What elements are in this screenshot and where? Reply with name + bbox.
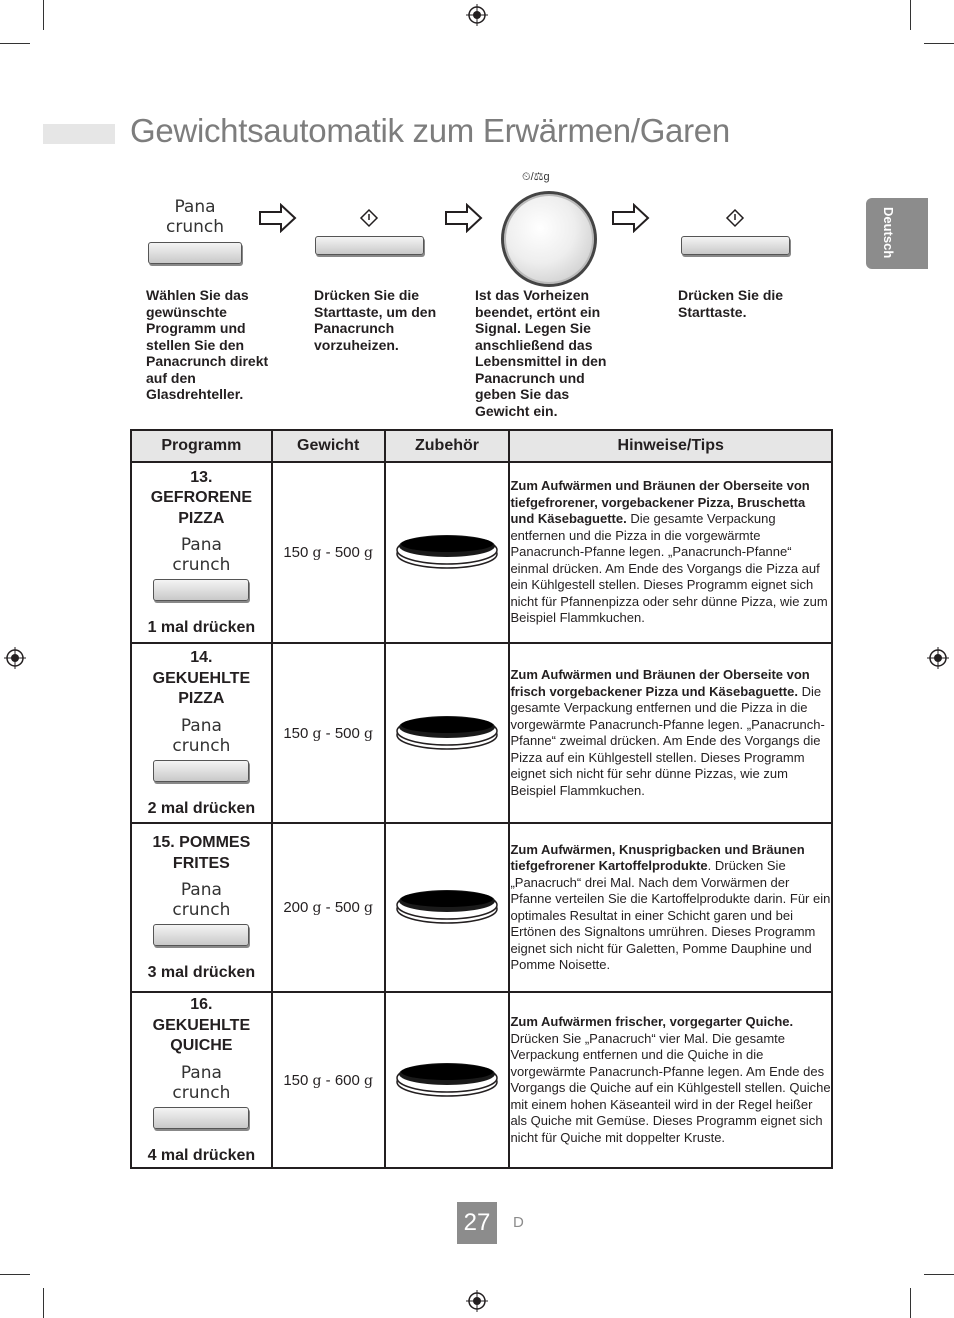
program-table — [130, 429, 833, 1169]
step-3-text: Ist das Vorheizen beendet, ertönt ein Signal. Legen Sie anschließend das Lebensmittel in den Panacrunch und geben Sie das Gewicht ein. — [475, 287, 607, 419]
weight-to: 500 — [334, 544, 360, 561]
accessory-cell — [385, 992, 510, 1168]
press-count: 2 mal drücken — [147, 799, 256, 817]
program-name — [132, 468, 271, 530]
header-hinweise: Hinweise/Tips — [509, 430, 832, 462]
language-tab-label: Deutsch — [881, 207, 896, 259]
weight-unit: g — [312, 900, 322, 916]
tip-text: . Drücken Sie „Panacruch“ drei Mal. Nach dem Vorwärmen der Pfanne verteilen Sie die Kartoffelprodukte darin. Für ein optimales Resultat in einer Schicht garen und bei Ertönen des Signaltons umrühren. Dieses Programm eignet sich nicht für Galetten, Pomme Dauphine und Pomme Noisette. — [510, 858, 831, 972]
table-row — [131, 823, 832, 992]
crop-mark — [0, 1274, 30, 1275]
title-accent-bar — [43, 124, 115, 144]
start-button[interactable] — [681, 236, 790, 255]
weight-from: 200 — [283, 899, 309, 916]
press-count: 1 mal drücken — [147, 619, 256, 637]
panacrunch-label-line: crunch — [172, 900, 231, 920]
arrow-right-icon — [612, 203, 650, 233]
panacrunch-label-line: Pana — [174, 197, 216, 217]
accessory-cell — [385, 823, 510, 992]
weight-unit: g — [364, 725, 373, 742]
crop-mark — [43, 0, 44, 30]
panacrunch-label — [132, 535, 271, 575]
page-number: 27 — [457, 1202, 497, 1244]
program-name-line: GEFRORENE — [150, 489, 253, 507]
program-name-line: PIZZA — [178, 509, 225, 527]
accessory-cell — [385, 643, 510, 823]
weight-unit: g — [312, 725, 322, 742]
program-name-line: PIZZA — [178, 690, 225, 708]
panacrunch-button[interactable] — [153, 924, 249, 946]
panacrunch-button[interactable] — [153, 579, 249, 601]
start-icon — [725, 208, 745, 228]
panacrunch-label-line: crunch — [172, 1082, 231, 1103]
panacrunch-label — [132, 716, 271, 756]
panacrunch-button[interactable] — [153, 1107, 249, 1129]
crisp-pan-icon — [395, 530, 499, 570]
language-tab — [866, 198, 928, 269]
panacrunch-button[interactable] — [148, 242, 242, 264]
panacrunch-label-line: Pana — [180, 715, 222, 736]
header-zubehoer: Zubehör — [385, 430, 510, 462]
weight-unit: g — [364, 545, 373, 561]
panacrunch-label-line: Pana — [180, 880, 222, 900]
program-name — [132, 833, 271, 874]
weight-from: 150 — [283, 544, 309, 561]
weight-from: 150 — [283, 1071, 309, 1089]
crop-mark — [910, 1288, 911, 1318]
press-count: 4 mal drücken — [147, 1146, 256, 1164]
program-name-line: 13. — [190, 468, 213, 486]
program-cell — [131, 823, 272, 992]
panacrunch-label-line: crunch — [172, 555, 231, 576]
panacrunch-label-line: Pana — [180, 535, 222, 556]
header-gewicht: Gewicht — [272, 430, 385, 462]
program-name-line: QUICHE — [170, 1037, 233, 1055]
header-programm: Programm — [131, 430, 272, 462]
program-name — [132, 995, 271, 1057]
program-cell — [131, 462, 272, 643]
step-2-text: Drücken Sie die Starttaste, um den Panacrunch vorzuheizen. — [314, 287, 437, 353]
program-cell — [131, 643, 272, 823]
tips-cell — [509, 462, 832, 643]
table-row — [131, 992, 832, 1168]
tips-cell — [509, 992, 832, 1168]
tip-text: Die gesamte Verpackung entfernen und die Pizza in die vorgewärmte Panacrunch-Pfanne legen. „Panacrunch-Pfanne“ einmal drücken. Am Ende des Vorgangs die Pizza auf ein Kühlgestell stellen. Dieses Programm eignet sich nicht für Pfannenpizza oder sehr dünne Pizza, wie zum Beispiel Flammkuchen. — [510, 511, 828, 626]
program-name-line: GEKUEHLTE — [152, 669, 251, 687]
weight-from: 150 — [283, 724, 309, 742]
program-name-line: 16. — [190, 996, 213, 1014]
weight-dial[interactable] — [501, 191, 597, 287]
program-cell — [131, 992, 272, 1168]
weight-to: 500 — [334, 724, 360, 742]
weight-to: 500 — [334, 899, 360, 916]
crop-mark — [43, 1288, 44, 1318]
crisp-pan-icon — [395, 1058, 499, 1098]
program-name-line: 15. POMMES — [152, 834, 251, 851]
tip-bold: Zum Aufwärmen frischer, vorgegarter Quiche. — [510, 1014, 794, 1029]
tip-text: Die gesamte Verpackung entfernen und die Pizza in die vorgewärmte Panacrunch-Pfanne legen. „Panacrunch-Pfanne“ zweimal drücken. Am Ende des Vorgangs die Pizza auf ein Kühlgestell stellen. Dieses Programm eignet sich nicht für sehr dünne Pizzas, wie zum Beispiel Flammkuchen. — [510, 683, 825, 798]
tip-text: Drücken Sie „Panacruch“ vier Mal. Die gesamte Verpackung entfernen und die Quiche in die vorgewärmte Panacrunch-Pfanne legen. Am Ende des Vorgangs die Quiche auf ein Kühlgestell stellen. Quiche mit einem hohen Käseanteil wird in der Regel heißer als Quiche mit Gemüse. Dieses Programm eignet sich nicht für Quiche mit doppelter Kruste. — [510, 1030, 831, 1145]
tips-cell — [509, 643, 832, 823]
weight-to: 600 — [334, 1071, 360, 1089]
table-header-row — [131, 430, 832, 462]
panacrunch-label — [150, 197, 240, 237]
table-row — [131, 462, 832, 643]
registration-mark-icon — [466, 1290, 488, 1312]
step-1-text: Wählen Sie das gewünschte Programm und stellen Sie den Panacrunch direkt auf den Glasdrehteller. — [146, 287, 269, 402]
start-button[interactable] — [315, 236, 424, 255]
panacrunch-button[interactable] — [153, 760, 249, 782]
weight-unit: g — [364, 900, 373, 916]
registration-mark-icon — [466, 4, 488, 26]
weight-unit: g — [312, 1072, 322, 1089]
arrow-right-icon — [259, 203, 297, 233]
registration-mark-icon — [927, 647, 949, 669]
page-language-letter: D — [513, 1214, 524, 1231]
page-title: Gewichtsautomatik zum Erwärmen/Garen — [130, 112, 730, 149]
tips-cell — [509, 823, 832, 992]
crop-mark — [924, 43, 954, 44]
panacrunch-label-line: Pana — [180, 1062, 222, 1083]
dial-label: ⏲/⚖g — [522, 171, 550, 183]
weight-unit: g — [312, 545, 322, 561]
registration-mark-icon — [4, 647, 26, 669]
weight-cell: 150 g - 500 g — [272, 643, 385, 823]
program-name-line: GEKUEHLTE — [152, 1016, 251, 1034]
crisp-pan-icon — [395, 711, 499, 751]
crop-mark — [910, 0, 911, 30]
panacrunch-label — [132, 880, 271, 920]
accessory-cell — [385, 462, 510, 643]
program-name-line: FRITES — [172, 854, 230, 872]
arrow-right-icon — [445, 203, 483, 233]
program-name — [132, 648, 271, 710]
panacrunch-label — [132, 1063, 271, 1103]
weight-cell: 150 g - 500 g — [272, 462, 385, 643]
program-name-line: 14. — [190, 649, 213, 667]
weight-unit: g — [364, 1072, 373, 1089]
table-row — [131, 643, 832, 823]
panacrunch-label-line: crunch — [165, 217, 224, 237]
weight-cell: 150 g - 600 g — [272, 992, 385, 1168]
weight-cell: 200 g - 500 g — [272, 823, 385, 992]
tip-bold: Zum Aufwärmen, Knusprigbacken und Bräunen tiefgefrorener Kartoffelprodukte — [510, 841, 805, 873]
tip-bold: Zum Aufwärmen und Bräunen der Oberseite von frisch vorgebackener Pizza und Käsebaguette. — [510, 667, 810, 699]
step-4-text: Drücken Sie die Starttaste. — [678, 287, 784, 320]
start-icon — [359, 208, 379, 228]
tip-bold: Zum Aufwärmen und Bräunen der Oberseite von tiefgefrorener, vorgebackener Pizza, Bruschetta und Käsebaguette. — [510, 478, 810, 527]
crisp-pan-icon — [395, 885, 499, 925]
crop-mark — [0, 43, 30, 44]
panacrunch-label-line: crunch — [172, 735, 231, 756]
press-count: 3 mal drücken — [147, 964, 256, 981]
crop-mark — [924, 1274, 954, 1275]
